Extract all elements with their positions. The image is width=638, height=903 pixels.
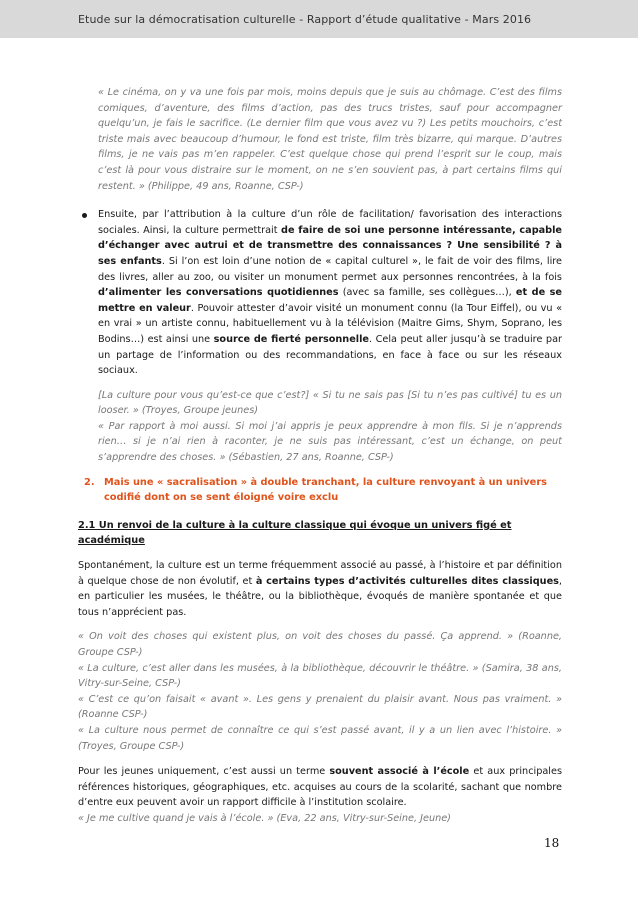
quote-roanne-groupe: « On voit des choses qui existent plus, on voit des choses du passé. Ça apprend. » (Roanne, Groupe CSP-) <box>78 631 562 658</box>
bullet-bold-3: et de se mettre en valeur <box>98 287 562 314</box>
bullet-text-3: (avec sa famille, ses collègues…), <box>338 287 516 299</box>
para1-text-1: Spontanément, la culture est un terme fréquemment associé au passé, à l’histoire et par définition à quelque chose de non évolutif, et <box>78 560 562 587</box>
para2-text-1: Pour les jeunes uniquement, c’est aussi un terme <box>78 766 330 778</box>
para2-bold-1: souvent associé à l’école <box>329 766 470 778</box>
numbered-heading-text: Mais une « sacralisation » à double tranchant, la culture renvoyant à un univers codifié dont on se sent éloigné voire exclu <box>104 476 547 504</box>
numbered-heading <box>84 475 562 506</box>
quote-roanne-csp: « C’est ce qu’on faisait « avant ». Les gens y prenaient du plaisir avant. Nous pas vraiment. » (Roanne CSP-) <box>78 693 562 721</box>
bullet-bold-4: source de fierté personnelle <box>213 333 369 345</box>
page-number: 18 <box>544 836 560 850</box>
bullet-text-4: . Pouvoir attester d’avoir visité un monument connu (la Tour Eiffel), ou vu « en vrai » un artiste connu, habituellement vu à la télévision (Maitre Gims, Shym, Soprano, les Bodins…) est ainsi une <box>98 302 563 345</box>
bullet-icon <box>82 213 87 218</box>
quote-troyes-jeunes: [La culture pour vous qu’est-ce que c’est?] « Si tu ne sais pas [Si tu n’es pas cultivé] tu es un looser. » (Troyes, Groupe jeunes) <box>98 389 562 417</box>
quote-eva: « Je me cultive quand je vais à l’école. » (Eva, 22 ans, Vitry-sur-Seine, Jeune) <box>78 812 451 824</box>
bullet-paragraph <box>98 207 562 379</box>
bullet-text-5: . Cela peut aller jusqu’à se traduire par un partage de l’information ou des recommandations, en face à face ou sur les réseaux sociaux. <box>98 333 562 377</box>
quote-philippe: « Le cinéma, on y va une fois par mois, moins depuis que je suis au chômage. C’est des films comiques, d’aventure, des films d’action, pas des trucs tristes, sauf pour accompagner quelqu’un, je fais le sacrifice. (Le dernier film que vous avez vu ?) Les petits mouchoirs, c’est triste mais avec beaucoup d’humour, le fond est triste, film très bizarre, qui marque. D’autres films, je ne vais pas m’en rappeler. C’est quelque chose qui prend l’esprit sur le coup, mais c’est là pour vous distraire sur le moment, on ne s’en souvient pas, à part certains films qui restent. » (Philippe, 49 ans, Roanne, CSP-) <box>98 87 562 192</box>
para2-text-2: et aux principales références historiques, géographiques, etc. acquises au cours de la scolarité, sachant que nombre d’entre eux peuvent avoir un rapport difficile à l’institution scolaire. <box>78 766 562 809</box>
bullet-bold-2: d’alimenter les conversations quotidiennes <box>98 287 339 299</box>
bullet-text-2: . Si l’on est loin d’une notion de « capital culturel », le fait de voir des films, lire des livres, aller au zoo, ou visiter un monument permet aux personnes rencontrées, à la fois <box>98 255 562 283</box>
para1-text-2: , en particulier les musées, le théâtre, ou la bibliothèque, évoqués de manière spontanée et que tous n’apprécient pas. <box>78 575 562 618</box>
page-body <box>78 85 562 827</box>
para1-bold-1: à certains types d’activités culturelles dites classiques <box>255 575 559 587</box>
quote-block-culture <box>98 388 562 466</box>
page-header <box>0 0 638 38</box>
paragraph-jeunes <box>78 764 562 826</box>
quote-troyes-csp: « La culture nous permet de connaître ce qui s’est passé avant, il y a un lien avec l’histoire. » (Troyes, Groupe CSP-) <box>78 724 562 752</box>
header-title: Etude sur la démocratisation culturelle - Rapport d’étude qualitative - Mars 2016 <box>78 13 532 26</box>
bullet-text-1: Ensuite, par l’attribution à la culture d’un rôle de facilitation/ favorisation des interactions sociales. Ainsi, la culture permettrait <box>98 209 562 236</box>
quote-sebastien: « Par rapport à moi aussi. Si moi j’ai appris je peux apprendre à mon fils. Si je n’apprends rien… si je n’ai rien à raconter, je ne suis pas intéressant, c’est un échange, on peut s’apprendre des choses. » (Sébastien, 27 ans, Roanne, CSP-) <box>98 420 562 464</box>
numbered-heading-number: 2. <box>84 476 95 488</box>
paragraph-classique <box>78 558 562 620</box>
quote-block-classique <box>78 629 562 754</box>
bullet-bold-1: de faire de soi une personne intéressante, capable d’échanger avec autrui et de transmettre des connaissances ? Une sensibilité ? à ses enfants <box>98 224 562 267</box>
quote-samira: « La culture, c’est aller dans les musées, à la bibliothèque, découvrir le théâtre. » (Samira, 38 ans, Vitry-sur-Seine, CSP-) <box>78 662 562 690</box>
section-heading: 2.1 Un renvoi de la culture à la culture classique qui évoque un univers figé et académique <box>78 519 512 547</box>
